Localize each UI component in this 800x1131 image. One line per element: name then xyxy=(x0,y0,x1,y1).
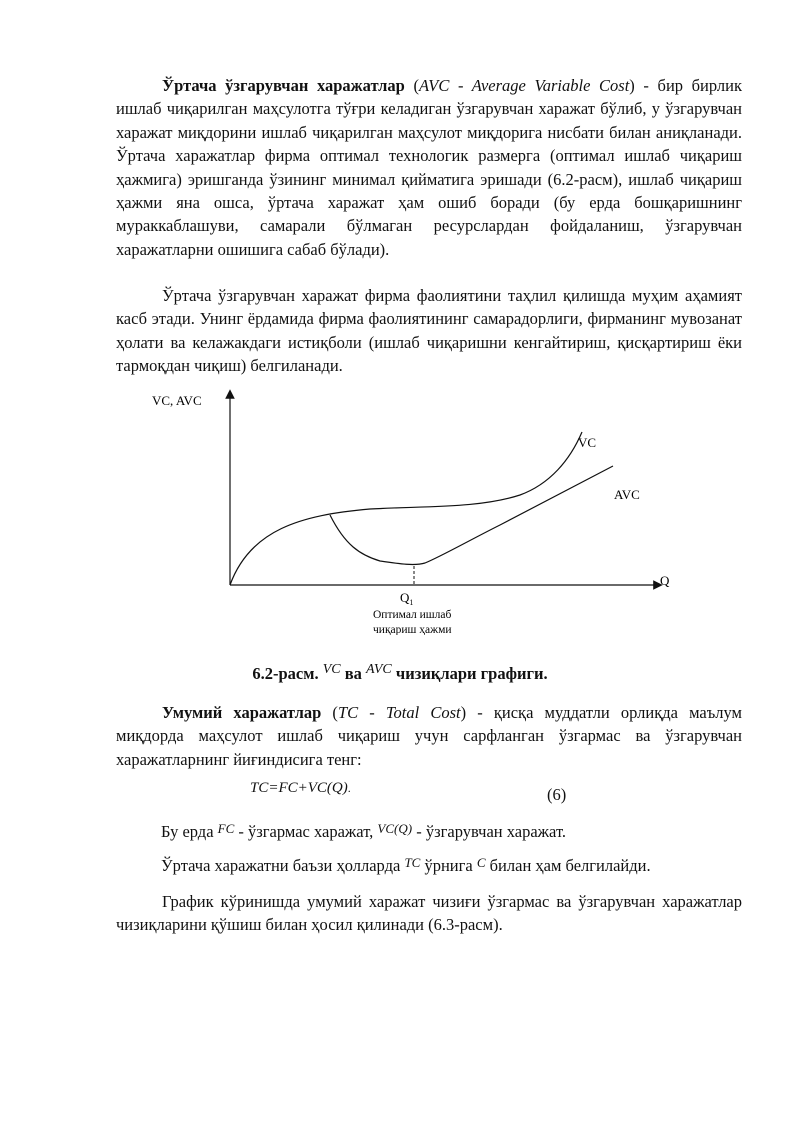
symbol-c: C xyxy=(476,855,486,870)
vc-curve-label: VC xyxy=(578,435,597,450)
symbol-fc: FC xyxy=(217,821,235,836)
paren-open: ( xyxy=(404,76,419,95)
avc-curve-label: AVC xyxy=(614,487,640,502)
figure-caption: 6.2-расм. $^{VC}$ ва $^{AVC}$ чизиқлари графиги. xyxy=(252,662,548,683)
caption-var-vc: VC xyxy=(322,662,341,677)
line-fc-vc-definition: Бу ерда $^{FC}$ - ўзгармас харажат, $^{VC(Q)}$ - ўзгарувчан харажат. xyxy=(161,821,567,841)
q1-label: $Q_1$ xyxy=(400,590,414,607)
avc-curve xyxy=(330,466,613,564)
term-tc: Умумий харажатлар xyxy=(162,703,322,722)
paragraph-avc-text: ) - бир бирлик ишлаб чиқарилган маҳсулотга тўғри келадиган ўзгарувчан харажат бўлиб, у ўзгарувчан харажат миқдорини ишлаб чиқарилган маҳсулот миқдорига нисбати билан аниқланади. Ўртача харажатлар фирма оптимал технологик размерга (оптимал ишлаб чиқариш ҳажмига) эришганда ўзининг минимал қийматига эришади (6.2-расм), ишлаб чиқариш ҳажми яна ошса, ўртача харажат ҳам ошиб боради (бу ерда бошқаришнинг мураккаблашуви, самарали бўлмаган ресурслардан фойдаланиш, ўзгарувчан харажатларни ошишига сабаб бўлади). xyxy=(116,76,742,259)
optimal-volume-label-line1: Оптимал ишлаб xyxy=(373,609,452,621)
term-avc: Ўртача ўзгарувчан харажатлар xyxy=(162,76,405,95)
vc-curve xyxy=(230,432,582,585)
paragraph-tc-definition: Умумий харажатлар (TC - Total Cost) - қисқа муддатли орлиқда маълум миқдорда маҳсулот ишлаб чиқариш учун сарфланган ўзгармас ва ўзгарувчан харажатларнинг йиғиндисига тенг: xyxy=(116,703,742,769)
term-tc-english: TC - Total Cost xyxy=(337,703,461,722)
optimal-volume-label-line2: чиқариш ҳажми xyxy=(373,624,452,635)
term-avc-english: AVC - Average Variable Cost xyxy=(418,76,630,95)
paragraph-tc-graph: График кўринишда умумий харажат чизиғи ўзгармас ва ўзгарувчан харажатлар чизиқларини қўшиш билан ҳосил қилинади (6.3-расм). xyxy=(116,892,742,935)
symbol-vcq: VC(Q) xyxy=(377,821,413,836)
formula-tc: TC=FC+VC(Q). xyxy=(250,780,351,796)
equation-number: (6) xyxy=(547,785,567,804)
paragraph-avc-definition xyxy=(116,74,742,261)
vc-avc-chart xyxy=(140,380,680,635)
line-tc-notation: Ўртача харажатни баъзи ҳолларда $^{TC}$ ўрнига $^C$ билан ҳам белгилайди. xyxy=(161,855,651,875)
caption-var-avc: AVC xyxy=(366,662,392,677)
symbol-tc: TC xyxy=(404,855,421,870)
paragraph-avc-importance: Ўртача ўзгарувчан харажат фирма фаолиятини таҳлил қилишда муҳим аҳамият касб этади. Унинг ёрдамида фирма фаолиятининг самарадорлиги, фирманинг мувозанат ҳолати ва келажакдаги истиқболи (ишлаб чиқаришни кенгайтириш, қисқартириш ёки тармоқдан чиқиш) белгиланади. xyxy=(116,286,742,376)
y-axis-label: VC, AVC xyxy=(152,393,202,408)
x-axis-label: Q xyxy=(660,573,670,588)
paragraph-tc-text: ) - қисқа муддатли орлиқда маълум миқдорда маҳсулот ишлаб чиқариш учун сарфланган ўзгармас ва ўзгарувчан харажатларнинг йиғиндисига тенг: xyxy=(116,703,742,769)
